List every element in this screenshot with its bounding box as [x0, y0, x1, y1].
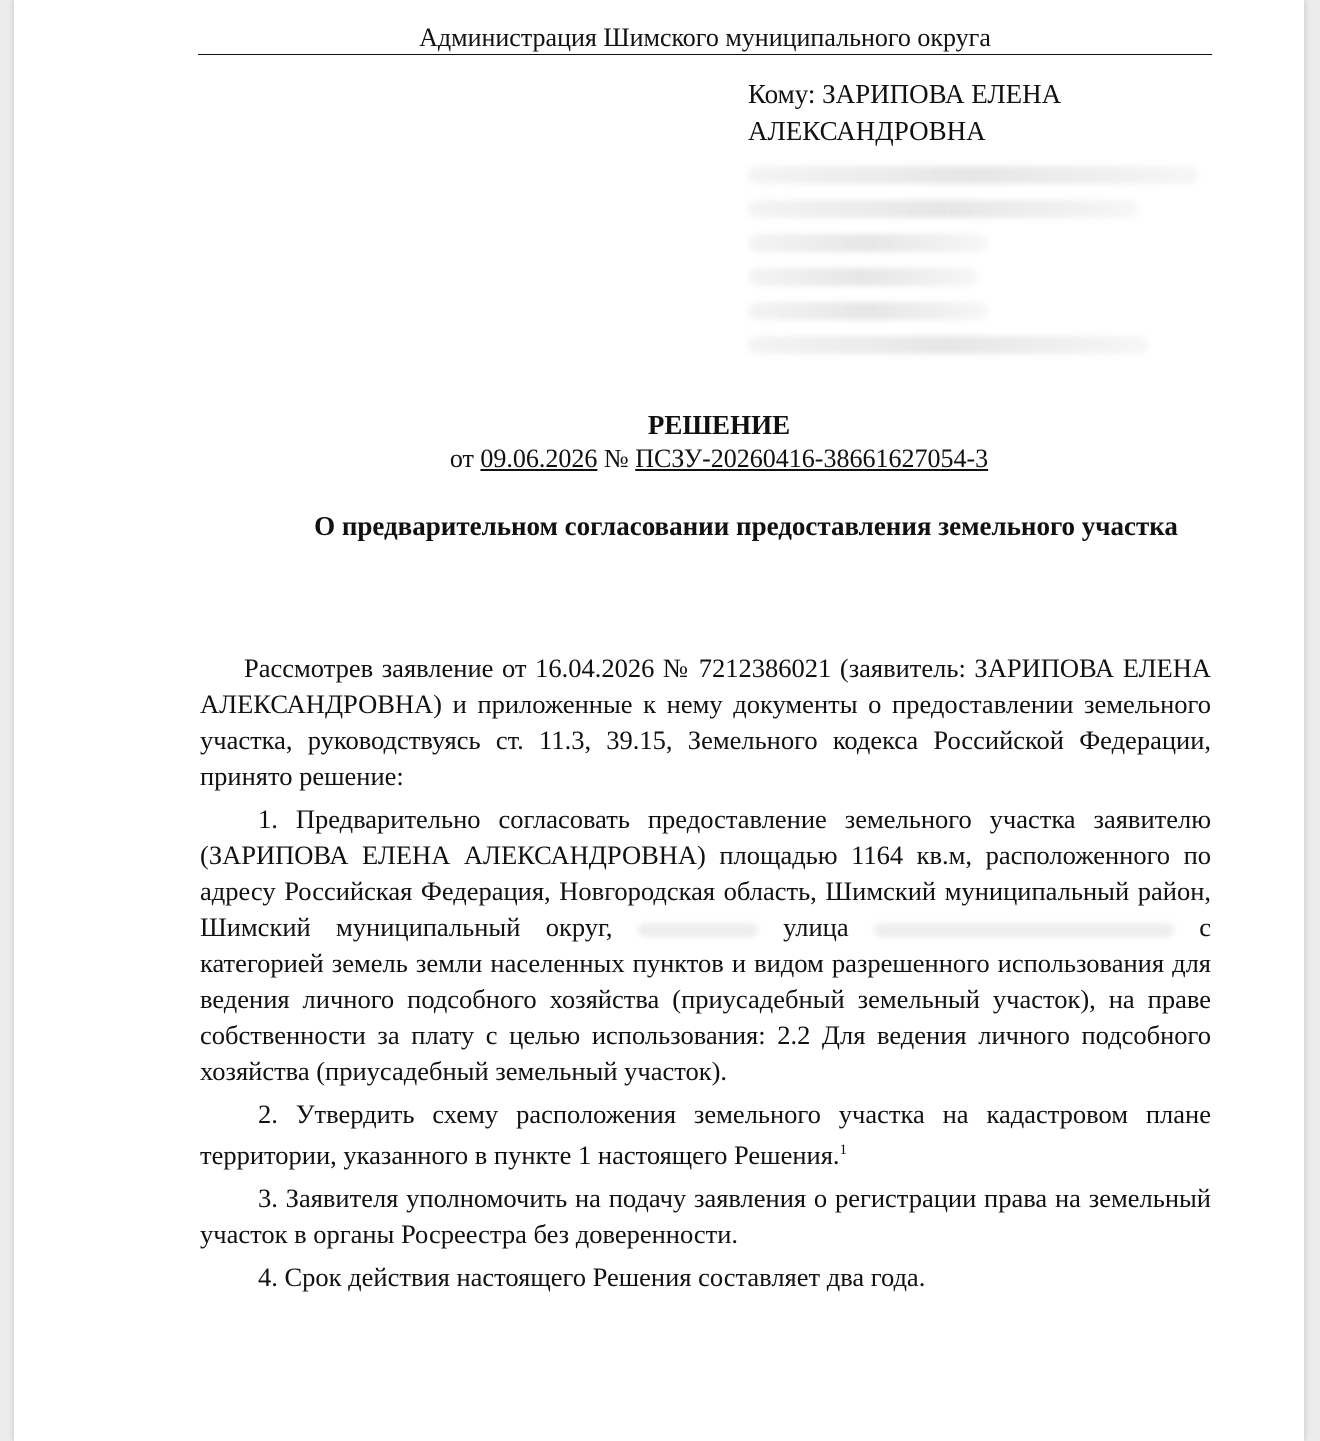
decision-body [200, 650, 1211, 1302]
decision-date-line [14, 440, 1320, 478]
item-1-text-a: 1. Предварительно согласовать предоставление земельного участка заявителю (ЗАРИПОВА ЕЛЕНА АЛЕКСАНДРОВНА) площадью 1164 кв.м, расположенного по адресу Российская Федерация, Новгородская область, Шимский муниципальный район, Шимский муниципальный округ, [200, 804, 1211, 942]
redacted-line [748, 200, 1138, 218]
recipient-block [748, 76, 1218, 354]
recipient-name-line1: ЗАРИПОВА ЕЛЕНА [822, 79, 1062, 109]
redacted-inline [638, 923, 758, 937]
redacted-line [748, 268, 978, 286]
item-4: 4. Срок действия настоящего Решения составляет два года. [258, 1261, 926, 1292]
item-2-text: 2. Утвердить схему расположения земельного участка на кадастровом плане территории, указанного в пункте 1 настоящего Решения. [200, 1099, 1211, 1170]
redacted-inline [874, 923, 1174, 937]
item-1 [200, 801, 1211, 1089]
decision-title: РЕШЕНИЕ [647, 410, 791, 440]
redacted-address [748, 166, 1218, 354]
recipient-name-line2: АЛЕКСАНДРОВНА [748, 116, 986, 146]
item-1-text-c: с категорией земель земли населенных пунктов и видом разрешенного использования для ведения личного подсобного хозяйства (приусадебный земельный участок), на праве собственности за плату с целью использования: 2.2 Для ведения личного подсобного хозяйства (приусадебный земельный участок). [200, 912, 1212, 1086]
recipient-line1 [748, 76, 1218, 113]
redacted-line [748, 234, 988, 252]
redacted-line [748, 336, 1148, 354]
number-prefix: № [603, 444, 629, 473]
item-2 [200, 1096, 1211, 1173]
redacted-line [748, 302, 988, 320]
decision-date: 09.06.2026 [480, 444, 598, 473]
item-1-text-b: улица [783, 912, 849, 942]
organization-header: Администрация Шимского муниципального округа [198, 18, 1212, 55]
date-prefix: от [449, 444, 474, 473]
footnote-marker: 1 [839, 1142, 848, 1158]
decision-subject: О предварительном согласовании предоставления земельного участка [314, 511, 1178, 541]
decision-number: ПСЗУ-20260416-38661627054-3 [635, 444, 989, 473]
item-3: 3. Заявителя уполномочить на подачу заявления о регистрации права на земельный участок в органы Росреестра без доверенности. [200, 1182, 1211, 1249]
recipient-label: Кому: [748, 79, 816, 109]
document-page [14, 0, 1304, 1441]
redacted-line [748, 166, 1198, 184]
intro-paragraph: Рассмотрев заявление от 16.04.2026 № 7212386021 (заявитель: ЗАРИПОВА ЕЛЕНА АЛЕКСАНДРОВНА) и приложенные к нему документы о предоставлении земельного участка, руководствуясь ст. 11.3, 39.15, Земельного кодекса Российской Федерации, принято решение: [200, 653, 1211, 791]
